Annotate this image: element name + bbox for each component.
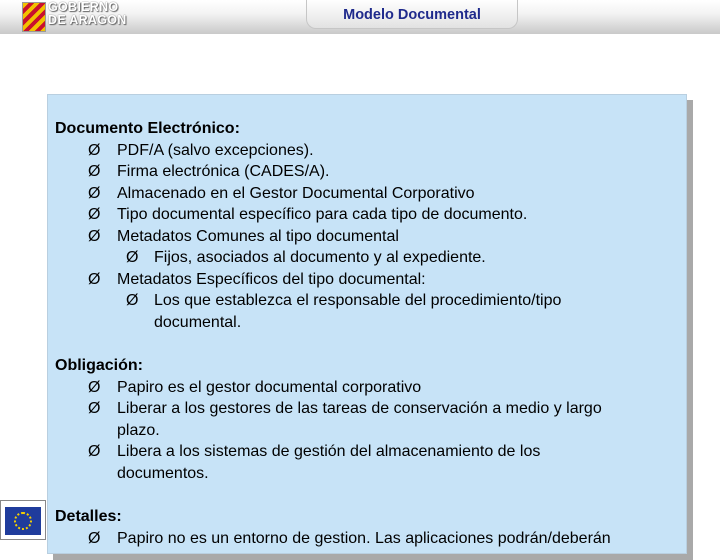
arrow-bullet-icon: Ø (88, 163, 101, 180)
list-item (55, 441, 680, 463)
list-item-text: Almacenado en el Gestor Documental Corporativo (117, 184, 475, 202)
eu-flag-field (5, 507, 41, 535)
list-item-text: Los que establezca el responsable del procedimiento/tipo (154, 292, 562, 309)
arrow-bullet-icon: Ø (88, 184, 101, 202)
list-item (55, 140, 680, 162)
list-item-text: Fijos, asociados al documento y al expediente. (154, 249, 486, 266)
arrow-bullet-icon: Ø (88, 270, 101, 288)
list-item-text: plazo. (117, 421, 160, 439)
sub-list-item-continuation (55, 312, 680, 334)
list-item (55, 204, 680, 226)
list-item (55, 226, 680, 248)
logo-line2: DE ARAGON (48, 13, 127, 27)
list-item-text: Libera a los sistemas de gestión del almacenamiento de los (117, 443, 541, 460)
list-item (55, 269, 680, 291)
aragon-flag-icon (22, 2, 46, 32)
list-item-text: Papiro no es un entorno de gestion. Las aplicaciones podrán/deberán (117, 529, 611, 547)
arrow-bullet-icon: Ø (126, 292, 139, 309)
eu-flag-icon (0, 500, 46, 540)
page-title: Modelo Documental (343, 7, 481, 23)
title-tab (306, 0, 518, 29)
section-heading: Obligación: (55, 357, 143, 374)
arrow-bullet-icon: Ø (126, 249, 139, 266)
eu-stars-ring (14, 512, 32, 530)
arrow-bullet-icon: Ø (88, 206, 101, 223)
list-item-text: Firma electrónica (CADES/A). (117, 163, 330, 180)
list-item-continuation (55, 463, 680, 485)
list-item (55, 183, 680, 205)
list-item-text: Liberar a los gestores de las tareas de conservación a medio y largo (117, 400, 602, 417)
list-item (55, 377, 680, 399)
list-item (55, 161, 680, 183)
arrow-bullet-icon: Ø (88, 529, 101, 547)
list-item-text: Tipo documental específico para cada tipo de documento. (117, 206, 528, 223)
list-item-text: documentos. (117, 464, 209, 482)
list-item-text: Papiro es el gestor documental corporativo (117, 378, 422, 396)
list-item (55, 528, 680, 550)
logo-text (48, 1, 127, 27)
arrow-bullet-icon: Ø (88, 400, 101, 417)
gobierno-aragon-logo (22, 2, 134, 32)
list-item (55, 398, 680, 420)
arrow-bullet-icon: Ø (88, 141, 101, 159)
list-item-text: Metadatos Específicos del tipo documental: (117, 270, 426, 288)
spacer (55, 333, 680, 355)
section-heading: Documento Electrónico: (55, 120, 240, 137)
sub-list-item (55, 247, 680, 269)
arrow-bullet-icon: Ø (88, 378, 101, 396)
arrow-bullet-icon: Ø (88, 443, 101, 460)
spacer (55, 484, 680, 506)
sub-list-item (55, 290, 680, 312)
section-heading: Detalles: (55, 508, 122, 525)
arrow-bullet-icon: Ø (88, 227, 101, 245)
content-text (55, 118, 680, 549)
list-item-text: PDF/A (salvo excepciones). (117, 141, 314, 159)
logo-line1: GOBIERNO (48, 0, 119, 14)
list-item-text: Metadatos Comunes al tipo documental (117, 227, 399, 245)
list-item-continuation (55, 420, 680, 442)
header-bar (0, 0, 720, 34)
list-item-text: documental. (154, 313, 242, 331)
